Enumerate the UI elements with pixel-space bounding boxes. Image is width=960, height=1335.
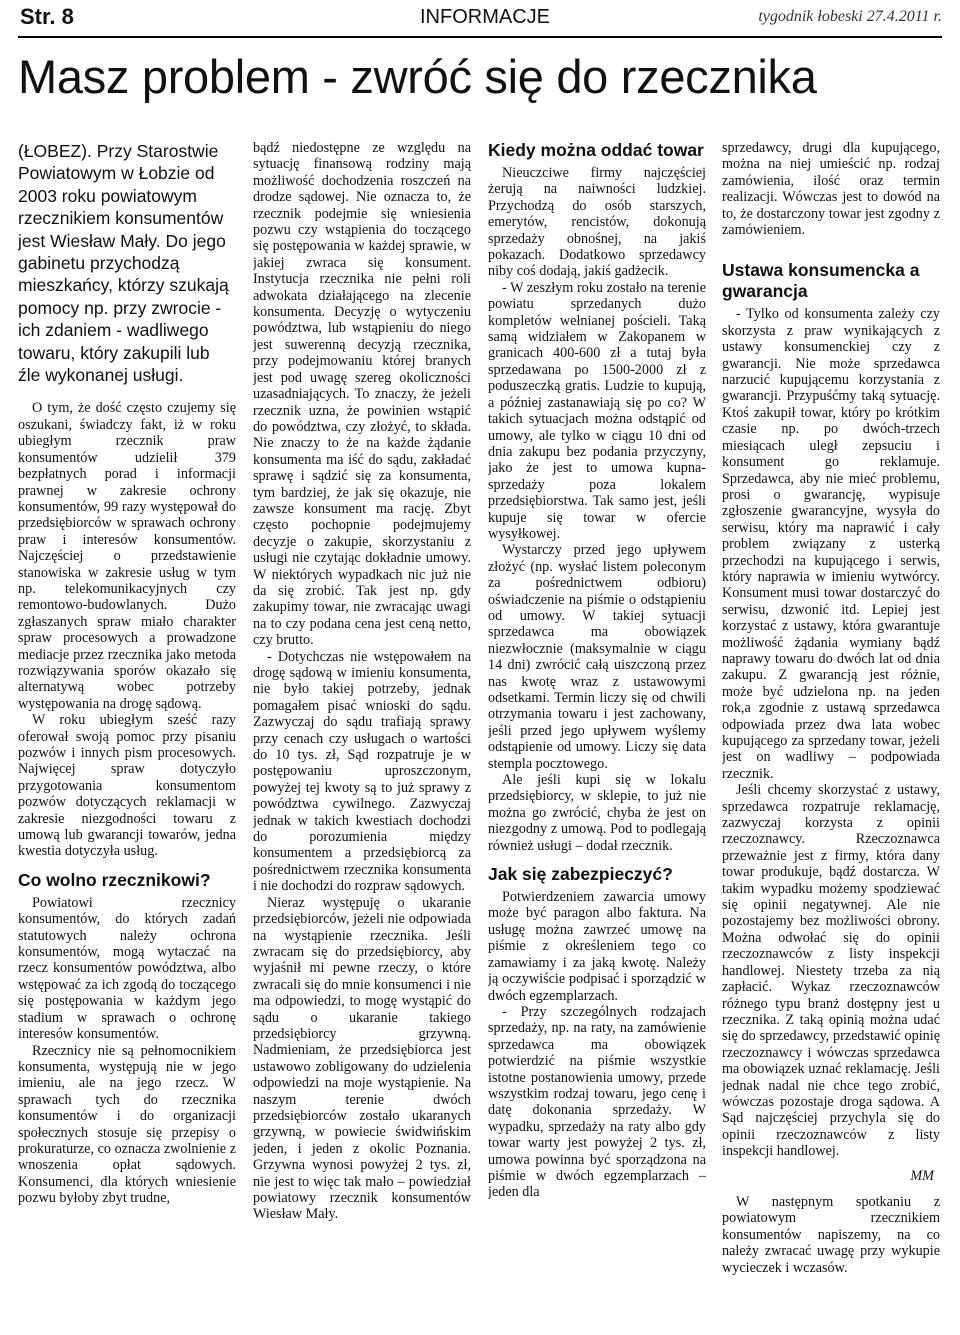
paragraph: Powiatowi rzecznicy konsumentów, do których zadań statutowych należy ochrona konsumentów, mogą wytaczać na rzecz konsumentów powództwa, albo wstępować za ich zgodą do toczącego się postępowania w każdym jego stadium w sprawach o ochronę interesów konsumentów. xyxy=(18,894,236,1043)
author-signature: MM xyxy=(910,1167,934,1184)
column-1 xyxy=(18,140,236,1332)
page-header xyxy=(0,0,960,36)
paragraph: Ale jeśli kupi się w lokalu przedsiębiorcy, w sklepie, to już nie można go zwrócić, chyba że jest on niezgodny z umową. Pod to podlegają również usługi – dodał rzecznik. xyxy=(488,772,706,854)
paragraph: O tym, że dość często czujemy się oszukani, świadczy fakt, iż w roku ubiegłym rzecznik praw konsumentów udzielił 379 bezpłatnych porad i informacji prawnej w zakresie ochrony konsumentów, 99 razy występował do przedsiębiorców w sprawach ochrony praw i interesów konsumentów. Najczęściej o przedstawienie stanowiska w zakresie usług w tym np. telekomunikacyjnych czy remontowo-budowlanych. Dużo zgłaszanych spraw miało charakter spraw procesowych a prowadzone mediacje przez rzecznika jako metoda rozwiązywania sporów okazało się alternatywą wobec potrzeby występowania na drogę sądową. xyxy=(18,400,236,712)
page-number: Str. 8 xyxy=(20,4,74,29)
subheading: Jak się zabezpieczyć? xyxy=(488,864,673,885)
article-lead: (ŁOBEZ). Przy Starostwie Powiatowym w Łobzie od 2003 roku powiatowym rzecznikiem konsumentów jest Wiesław Mały. Do jego gabinetu przychodzą mieszkańcy, którzy szukają pomocy np. przy zwrocie - ich zdaniem - wadliwego towaru, który zakupili lub źle wykonanej usługi. xyxy=(18,141,229,386)
paragraph: - Dotychczas nie wstępowałem na drogę sądową w imieniu konsumenta, nie było takiej potrzeby, jednak pomagałem pisać wnioski do sądu. Zazwyczaj do sądu trafiają sprawy przy cenach czy usługach o wartości do 10 tys. zł, Sąd rozpatruje je w postępowaniu uproszczonym, powyżej tej kwoty są to już sprawy z powództwa cywilnego. Zazwyczaj jednak w takich kwestiach dochodzi do porozumienia między konsumentem a przedsiębiorcą za pośrednictwem rzecznika konsumenta i nie dochodzi do rozpraw sądowych. xyxy=(253,648,471,895)
column-4 xyxy=(722,140,940,1332)
paragraph: W następnym spotkaniu z powiatowym rzecznikiem konsumentów napiszemy, na co należy zwracać uwagę przy wykupie wycieczek i wczasów. xyxy=(722,1193,940,1276)
section-title: INFORMACJE xyxy=(420,6,550,28)
paragraph: - W zeszłym roku zostało na terenie powiatu sprzedanych dużo kompletów wełnianej pościeli. Taką samą widziałem w Zakopanem w granicach 400-600 zł a tutaj była sprzedawana po 1500-2000 zł z poduszeczką gratis. Ludzie to kupują, a później zastanawiają się po co? W takich sytuacjach można odstąpić od umowy, ale tylko w ciągu 10 dni od dnia zakupu bez podania przyczyny, jako że jest to umowa kupna-sprzedaży poza lokalem przedsiębiorstwa. Tak samo jest, jeśli kupuje się towar w ofercie wysyłkowej. xyxy=(488,279,706,542)
column-2 xyxy=(253,140,471,1332)
subheading: Co wolno rzecznikowi? xyxy=(18,869,211,890)
paragraph: Nieuczciwe firmy najczęściej żerują na naiwności ludzkiej. Przychodzą do osób starszych, emerytów, rencistów, dokonują sprzedaży obnośnej, na jakiś pokazach. Dodatkowo sprzedawcy niby coś dodają, jakiś gadżecik. xyxy=(488,165,706,280)
header-rule xyxy=(18,36,942,38)
paragraph: sprzedawcy, drugi dla kupującego, można na niej umieścić np. rodzaj zamówienia, ilość oraz termin realizacji. Wówczas jest to dowód na to, że dostarczony towar jest zgodny z zamówieniem. xyxy=(722,140,940,239)
article-headline: Masz problem - zwróć się do rzecznika xyxy=(18,50,817,103)
subheading: Ustawa konsumencka a gwarancja xyxy=(722,260,920,302)
column-3 xyxy=(488,140,706,1332)
paragraph: Rzecznicy nie są pełnomocnikiem konsumenta, występują nie w jego imieniu, ale na jego rzecz. W sprawach tych do rzecznika konsumentów i do organizacji społecznych stosuje się przepisy o prokuraturze, co oznacza zwolnienie z wnoszenia opłat sądowych. Konsumenci, dla których wniesienie pozwu byłoby zbyt trudne, xyxy=(18,1042,236,1207)
paragraph: Wystarczy przed jego upływem złożyć (np. wysłać listem poleconym za pośrednictwem odbioru) oświadczenie na piśmie o odstąpieniu od umowy. W takiej sytuacji sprzedawca ma obowiązek niezwłocznie (maksymalnie w ciągu 14 dni) zwrócić całą uiszczoną przez nas kwotę wraz z ustawowymi odsetkami. Termin liczy się od chwili otrzymania towaru i jest zachowany, jeśli przed jego upływem wyślemy odstąpienie od umowy. Liczy się data stempla pocztowego. xyxy=(488,542,706,772)
paragraph: Nieraz występuję o ukaranie przedsiębiorców, jeżeli nie odpowiada na wystąpienie rzecznika. Jeśli zwracam się do przedsiębiorcy, aby wyjaśnił mi pewne rzeczy, o które zwracali się do mnie konsumenci i nie ma odpowiedzi, to mogę wystąpić do sądu o ukaranie takiego przedsiębiorcy grzywną. Nadmieniam, że przedsiębiorca jest ustawowo zobligowany do udzielenia odpowiedzi na moje wystąpienie. Na naszym terenie dwóch przedsiębiorców zostało ukaranych grzywną, w powiecie świdwińskim jeden, i jeden z okolic Poznania. Grzywna wynosi powyżej 2 tys. zł, nie jest to więc tak mało – powiedział powiatowy rzecznik konsumentów Wiesław Mały. xyxy=(253,894,471,1223)
paragraph: - Przy szczególnych rodzajach sprzedaży, np. na raty, na zamówienie sprzedawca ma obowiązek potwierdzić na piśmie wszystkie istotne postanowienia umowy, przede wszystkim rodzaj towaru, jego cenę i datę dokonania sprzedaży. W wypadku, sprzedaży na raty albo gdy towar warty jest powyżej 2 tys. zł, umowa powinna być sporządzona na piśmie w dwóch egzemplarzach – jeden dla xyxy=(488,1003,706,1201)
issue-date: tygodnik łobeski 27.4.2011 r. xyxy=(758,8,942,25)
paragraph: - Tylko od konsumenta zależy czy skorzysta z praw wynikających z ustawy konsumenckiej czy z gwarancji. Nie może sprzedawca narzucić kupującemu korzystania z gwarancji. Przypuśćmy taką sytuację. Ktoś zakupił towar, który po krótkim czasie np. po dwóch-trzech miesiącach uległ zepsuciu i konsument go reklamuje. Sprzedawca, aby nie mieć problemu, prosi o gwarancję, wypisuje zgłoszenie gwarancyjne, wysyła do serwisu, który ma naprawić i cały problem związany z usterką przechodzi na kupującego i serwis, który naprawia w imieniu wytwórcy. Konsument musi towar dostarczyć do serwisu, dzwonić itd. Lepiej jest korzystać z ustawy, która gwarantuje możliwość żądania wymiany bądź naprawy towaru do dwóch lat od dnia zakupu. Z gwarancją jest różnie, może być udzielona np. na jeden rok,a zgodnie z ustawą sprzedawca odpowiada przez dwa lata wobec kupującego za sprzedany towar, jeżeli jest on wadliwy – podpowiada rzecznik. xyxy=(722,306,940,782)
paragraph: Potwierdzeniem zawarcia umowy może być paragon albo faktura. Na usługę można zawrzeć umowę na piśmie z określeniem tego co zamawiamy i za jaką kwotę. Należy ją oczywiście podpisać i sporządzić w dwóch egzemplarzach. xyxy=(488,889,706,1004)
paragraph: bądź niedostępne ze względu na sytuację finansową rodziny mają możliwość dochodzenia roszczeń na drodze sądowej. Nie oznacza to, że rzecznik podejmie się wniesienia pozwu czy wstąpienia do toczącego się postępowania w każdej sprawie, w jakiej zwraca się konsument. Instytucja rzecznika nie pełni roli adwokata działającego na zlecenie konsumenta. Decyzję o wytyczeniu powództwa, lub wstąpieniu do niego jest suwerenną decyzją rzecznika, przy podejmowaniu której branych jest pod uwagę szereg okoliczności uzasadniających. To znaczy, że jeżeli rzecznik uzna, że powinien wstąpić do powództwa, czy złożyć, to składa. Nie znaczy to że na każde żądanie konsumenta ma iść do sądu, zakładać sprawę i sądzić się za konsumenta, tym bardziej, że jak się okazuje, nie zawsze konsument ma rację. Zbyt często pochopnie podejmujemy decyzje o zakupie, skorzystaniu z usługi nie czytając dokładnie umowy. W niektórych wypadkach nic już nie da się zrobić. Tak jest np. gdy zakupimy towar, nie zwracając uwagi na to czy podana cena jest ceną netto, czy brutto. xyxy=(253,140,471,649)
paragraph: Jeśli chcemy skorzystać z ustawy, sprzedawca rozpatruje reklamację, zazwyczaj korzysta z opinii rzeczoznawcy. Rzeczoznawca przeważnie jest z firmy, która dany towar produkuje, bądź dostarcza. W takim wypadku możemy spodziewać się opinii negatywnej. Ale nie pozostajemy bez możliwości obrony. Można odwołać się do opinii rzeczoznawców z listy inspekcji handlowej. Niestety trzeba za nią zapłacić. Wykaz rzeczoznawców różnego typu branż dostępny jest u rzecznika. Z taką opinią można udać się do sprzedawcy, przedstawić opinię rzeczoznawcy i wówczas sprzedawca ma obowiązek uznać reklamację. Jeśli jednak nadal nie chce tego zrobić, wówczas pozostaje droga sądowa. A Sąd najczęściej przychyla się do opinii rzeczoznawców z listy inspekcji handlowej. xyxy=(722,782,940,1160)
subheading: Kiedy można oddać towar xyxy=(488,140,704,160)
paragraph: W roku ubiegłym sześć razy oferował swoją pomoc przy pisaniu pozwów i innych pism procesowych. Najwięcej spraw dotyczyło przygotowania konsumentom pozwów dotyczących reklamacji w zakresie niezgodności towaru z umową lub gwarancji towarów, jedna kwestia dotyczyła usług. xyxy=(18,712,236,860)
